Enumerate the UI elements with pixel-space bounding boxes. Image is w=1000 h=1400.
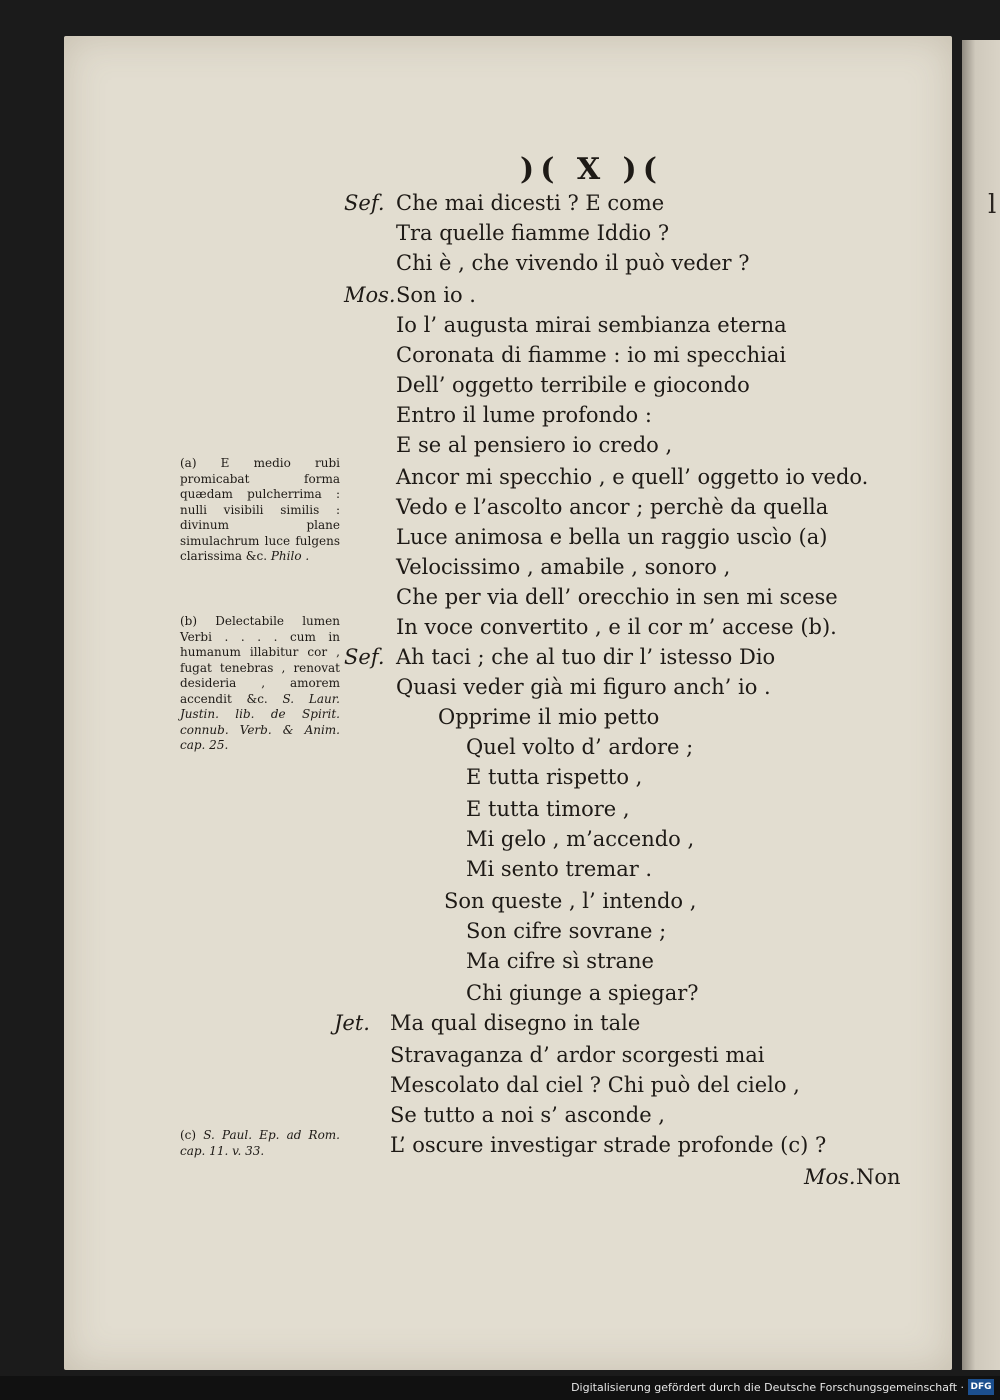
footnote-b xyxy=(180,614,340,754)
verse-line xyxy=(0,886,1000,916)
verse-line xyxy=(0,672,1000,702)
verse-text: Chi è , che vivendo il può veder ? xyxy=(396,251,750,275)
catchword-speaker: Mos. xyxy=(804,1165,856,1189)
verse-text: L’ oscure investigar strade profonde (c) ? xyxy=(390,1133,827,1157)
verse-text: E se al pensiero io credo , xyxy=(396,433,673,457)
verse-line xyxy=(0,732,1000,762)
funding-credit: Digitalisierung gefördert durch die Deutsche Forschungsgemeinschaft · xyxy=(571,1381,964,1394)
verse-text: Quasi veder già mi figuro anch’ io . xyxy=(396,675,771,699)
verse-line xyxy=(0,824,1000,854)
catchword-line xyxy=(0,1162,1000,1192)
speaker-label: Jet. xyxy=(334,1011,370,1035)
verse-text: Tra quelle fiamme Iddio ? xyxy=(396,221,670,245)
footnote-a xyxy=(180,456,340,565)
speaker-label: Sef. xyxy=(344,645,385,669)
verse-text: Se tutto a noi s’ asconde , xyxy=(390,1103,665,1127)
verse-line xyxy=(0,1040,1000,1070)
page-signature: )( X )( xyxy=(520,152,663,187)
verse-text: Son queste , l’ intendo , xyxy=(444,889,697,913)
verse-line xyxy=(0,248,1000,278)
verse-text: Velocissimo , amabile , sonoro , xyxy=(396,555,731,579)
verse-line xyxy=(0,642,1000,672)
verse-line xyxy=(0,978,1000,1008)
verse-line xyxy=(0,280,1000,310)
verse-text: Son cifre sovrane ; xyxy=(466,919,667,943)
verse-text: Mescolato dal ciel ? Chi può del cielo , xyxy=(390,1073,800,1097)
verse-line xyxy=(0,946,1000,976)
verse-line xyxy=(0,370,1000,400)
verse-text: Vedo e l’ascolto ancor ; perchè da quella xyxy=(396,495,829,519)
footnote-c-source: S. Paul. Ep. ad Rom. cap. 11. v. 33. xyxy=(180,1128,340,1158)
verse-line xyxy=(0,1130,1000,1160)
verse-line xyxy=(0,340,1000,370)
verse-line xyxy=(0,310,1000,340)
verse-line xyxy=(0,762,1000,792)
verse-line xyxy=(0,854,1000,884)
verse-line xyxy=(0,1070,1000,1100)
verse-text: In voce convertito , e il cor m’ accese (b). xyxy=(396,615,837,639)
footnote-b-source: S. Laur. Justin. lib. de Spirit. connub. Verb. & Anim. cap. 25. xyxy=(180,691,340,752)
footnote-a-source: Philo . xyxy=(270,549,310,563)
verse-text: E tutta rispetto , xyxy=(466,765,643,789)
footnote-c xyxy=(180,1128,340,1159)
verse-text: Ma cifre sì strane xyxy=(466,949,654,973)
verse-text: Dell’ oggetto terribile e giocondo xyxy=(396,373,750,397)
verse-text: E tutta timore , xyxy=(466,797,630,821)
verse-line xyxy=(0,582,1000,612)
footnote-b-text: (b) Delectabile lumen Verbi . . . . cum in humanum illabitur cor , fugat tenebras , renovat desideria , amorem accendit &c. xyxy=(180,614,340,706)
footnote-c-text: (c) xyxy=(180,1128,197,1142)
verse-text: Chi giunge a spiegar? xyxy=(466,981,699,1005)
verse-line xyxy=(0,400,1000,430)
verse-text: Ah taci ; che al tuo dir l’ istesso Dio xyxy=(396,645,776,669)
verse-line xyxy=(0,462,1000,492)
dfg-logo: DFG xyxy=(968,1379,994,1395)
verse-line xyxy=(0,188,1000,218)
verse-text: Mi sento tremar . xyxy=(466,857,653,881)
verse-text: Ma qual disegno in tale xyxy=(390,1011,641,1035)
verse-line xyxy=(0,552,1000,582)
next-page-edge: l xyxy=(962,40,1000,1370)
verse-text: Io l’ augusta mirai sembianza eterna xyxy=(396,313,787,337)
verse-line xyxy=(0,218,1000,248)
verse-text: Entro il lume profondo : xyxy=(396,403,652,427)
verse-text: Che per via dell’ orecchio in sen mi scese xyxy=(396,585,838,609)
verse-line xyxy=(0,1100,1000,1130)
verse-line xyxy=(0,430,1000,460)
verse-line xyxy=(0,612,1000,642)
verse-text: Luce animosa e bella un raggio uscìo (a) xyxy=(396,525,828,549)
verse-text: Opprime il mio petto xyxy=(438,705,660,729)
verse-line xyxy=(0,916,1000,946)
verse-text: Ancor mi specchio , e quell’ oggetto io vedo. xyxy=(396,465,869,489)
verse-text: Son io . xyxy=(396,283,476,307)
verse-text: Che mai dicesti ? E come xyxy=(396,191,665,215)
verse-line xyxy=(0,492,1000,522)
verse-text: Mi gelo , m’accendo , xyxy=(466,827,695,851)
speaker-label: Sef. xyxy=(344,191,385,215)
verse-text: Stravaganza d’ ardor scorgesti mai xyxy=(390,1043,765,1067)
verse-line xyxy=(0,522,1000,552)
verse-line xyxy=(0,794,1000,824)
footnote-a-text: (a) E medio rubi promicabat forma quædam pulcherrima : nulli visibili similis : divinum plane simulachrum luce fulgens clarissima &c. xyxy=(180,456,340,563)
verse-text: Coronata di fiamme : io mi specchiai xyxy=(396,343,787,367)
speaker-label: Mos. xyxy=(344,283,396,307)
verse-line xyxy=(0,1008,1000,1038)
catchword: Non xyxy=(856,1165,901,1189)
verse-text: Quel volto d’ ardore ; xyxy=(466,735,694,759)
verse-line xyxy=(0,702,1000,732)
